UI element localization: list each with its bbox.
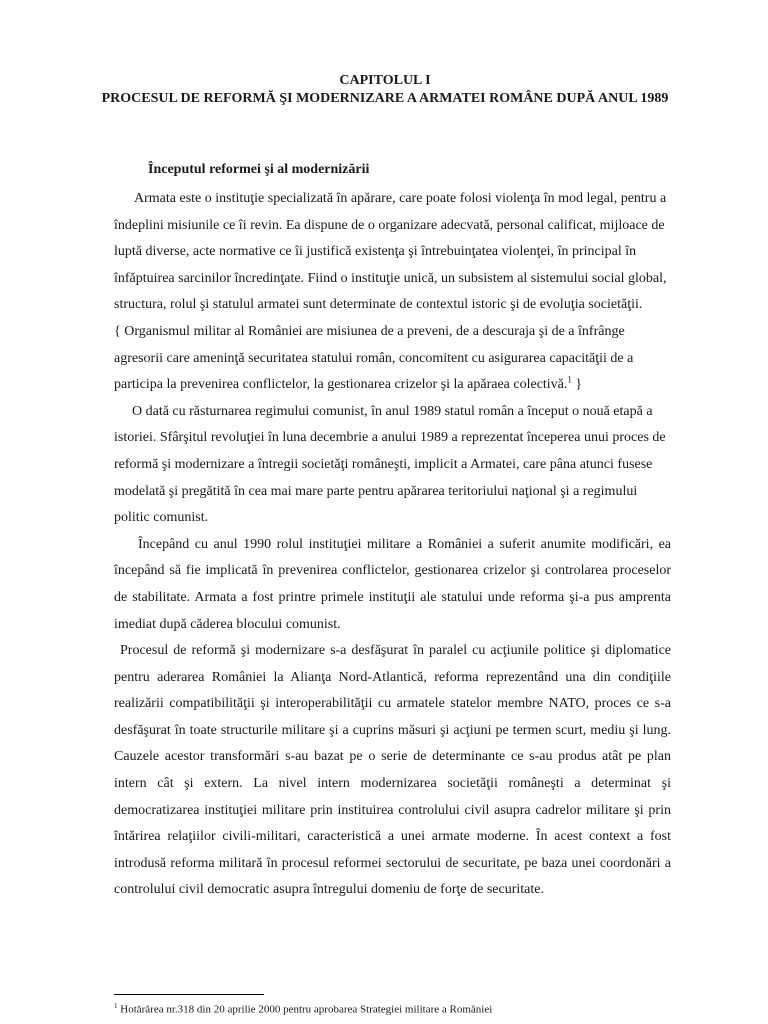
footnote-separator <box>114 994 264 995</box>
section-heading: Începutul reformei şi al modernizării <box>148 162 370 177</box>
chapter-number: CAPITOLUL I <box>339 73 431 88</box>
paragraph-3: O dată cu răsturnarea regimului comunist, în anul 1989 statul român a început o nouă etapă a istoriei. Sfârşitul revoluţiei în luna decembrie a anului 1989 a reprezentat începerea unui proces de reformă şi modernizare a întregii societăţi româneşti, implicit a Armatei, care pâna atunci fusese modelată şi pregătită în cea mai mare parte pentru apărarea teritoriului naţional şi a regimului politic comunist. <box>114 403 666 526</box>
chapter-title: PROCESUL DE REFORMĂ ŞI MODERNIZARE A ARMATEI ROMÂNE DUPĂ ANUL 1989 <box>101 91 669 106</box>
footnote-text: Hotărârea nr.318 din 20 aprilie 2000 pentru aprobarea Strategiei militare a României <box>117 1003 493 1016</box>
paragraph-2-end: } <box>571 377 583 393</box>
paragraph-5: Procesul de reformă şi modernizare s-a desfăşurat în paralel cu acţiunile politice şi diplomatice pentru aderarea României la Alianţa Nord-Atlantică, reforma reprezentând una din condiţiile realizării compatibilităţii şi interoperabilităţii cu armatele statelor membre NATO, proces ce s-a desfăşurat în toate structurile militare şi a cuprins măsuri şi acţiuni pe termen scurt, mediu şi lung. Cauzele acestor transformări s-au bazat pe o serie de determinante ce s-au produs atât pe plan intern cât şi extern. La nivel intern modernizarea societăţii româneşti a determinat şi democratizarea instituţiei militare prin instituirea controlului civil asupra cadrelor militare şi prin întărirea relaţiilor civili-militari, caracteristică a unei armate moderne. În acest context a fost introdusă reforma militară în procesul reformei sectorului de securitate, pe baza unei coordonări a controlului civil democratic asupra întregului domeniu de forţe de securitate. <box>114 643 671 898</box>
footnote-marker: 1 <box>114 1002 118 1010</box>
paragraph-2 <box>114 319 671 399</box>
footnote-reference: 1 <box>567 374 572 385</box>
footnote <box>114 1000 492 1017</box>
paragraph-1: Armata este o instituţie specializată în apărare, care poate folosi violenţa în mod legal, pentru a îndeplini misiunile ce îi revin. Ea dispune de o organizare adecvată, personal calificat, mijloace de luptă diverse, acte normative ce îi justifică existenţa şi întrebuinţatea violenţei, în principal în înfăptuirea sarcinilor încredinţate. Fiind o instituţie unică, un subsistem al sistemului social global, structura, rolul şi statulul armatei sunt determinate de contextul istoric şi de evoluţia societăţii. <box>114 191 667 313</box>
chapter-header <box>100 72 670 108</box>
body-text <box>114 186 671 904</box>
paragraph-4: Începând cu anul 1990 rolul instituţiei militare a României a suferit anumite modificări, ea începând să fie implicată în prevenirea conflictelor, gestionarea crizelor şi controlarea proceselor de stabilitate. Armata a fost printre primele instituţii ale statului unde reforma şi-a pus amprenta imediat după căderea blocului comunist. <box>114 536 671 632</box>
paragraph-2-text: { Organismul militar al României are misiunea de a preveni, de a descuraja şi de a înfrânge agresorii care ameninţă securitatea statului român, concomitent cu asigurarea capacităţii de a participa la prevenirea conflictelor, la gestionarea crizelor şi la apăraea colectivă. <box>114 323 634 393</box>
